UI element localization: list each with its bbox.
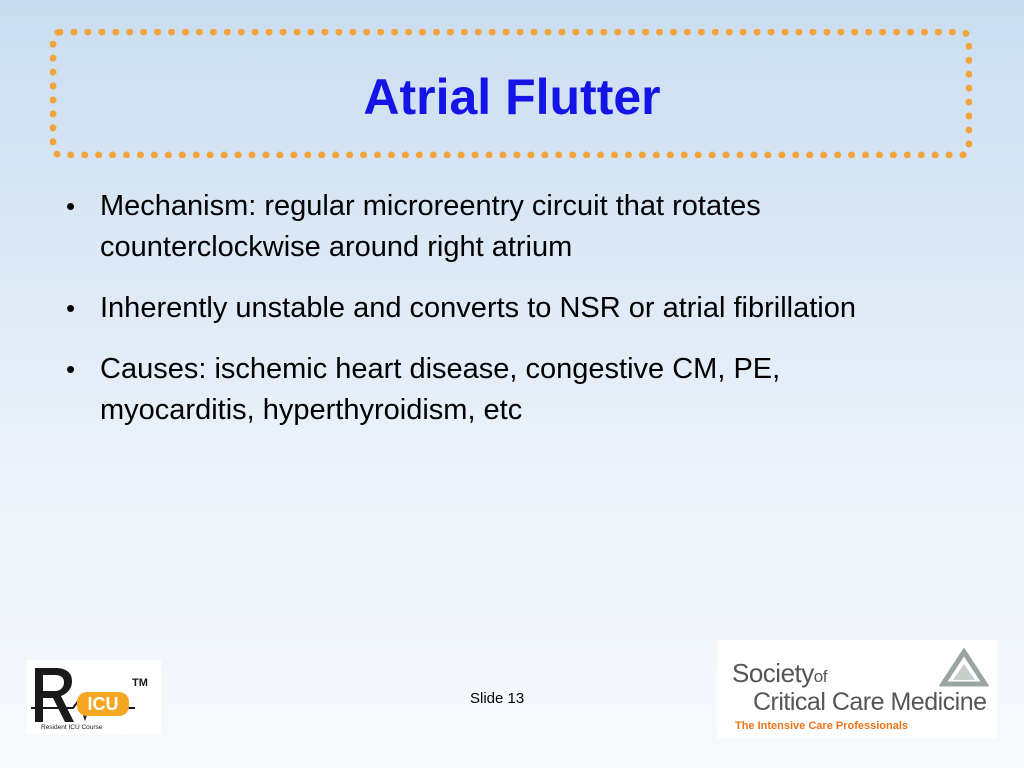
sccm-name-text: Critical Care Medicine <box>753 688 987 716</box>
sccm-tagline: The Intensive Care Professionals <box>735 720 909 732</box>
ricu-logo-text: ICU <box>87 694 119 714</box>
bullet-dot: • <box>66 354 76 384</box>
ricu-logo <box>27 660 161 734</box>
bullet-text: Mechanism: regular microreentry circuit that rotates counterclockwise around right atrium <box>100 190 761 263</box>
sccm-society-text: Societyof <box>732 658 827 688</box>
ricu-tm: TM <box>132 677 148 689</box>
bullet-item-unstable <box>60 288 920 329</box>
bullet-list <box>60 186 920 451</box>
slide-number: Slide 13 <box>470 690 525 707</box>
slide-title: Atrial Flutter <box>363 69 661 125</box>
bullet-item-causes <box>60 349 920 431</box>
sccm-logo <box>717 640 997 738</box>
ricu-caption: Resident ICU Course <box>41 724 103 731</box>
bullet-item-mechanism <box>60 186 920 268</box>
bullet-text: Inherently unstable and converts to NSR or atrial fibrillation <box>100 292 856 324</box>
sccm-of-text: of <box>813 667 827 686</box>
bullet-text: Causes: ischemic heart disease, congestive CM, PE, myocarditis, hyperthyroidism, etc <box>100 353 781 426</box>
bullet-dot: • <box>66 293 76 323</box>
sccm-triangle-icon <box>939 648 989 688</box>
bullet-dot: • <box>66 191 76 221</box>
ricu-logo-graphic <box>27 660 161 734</box>
